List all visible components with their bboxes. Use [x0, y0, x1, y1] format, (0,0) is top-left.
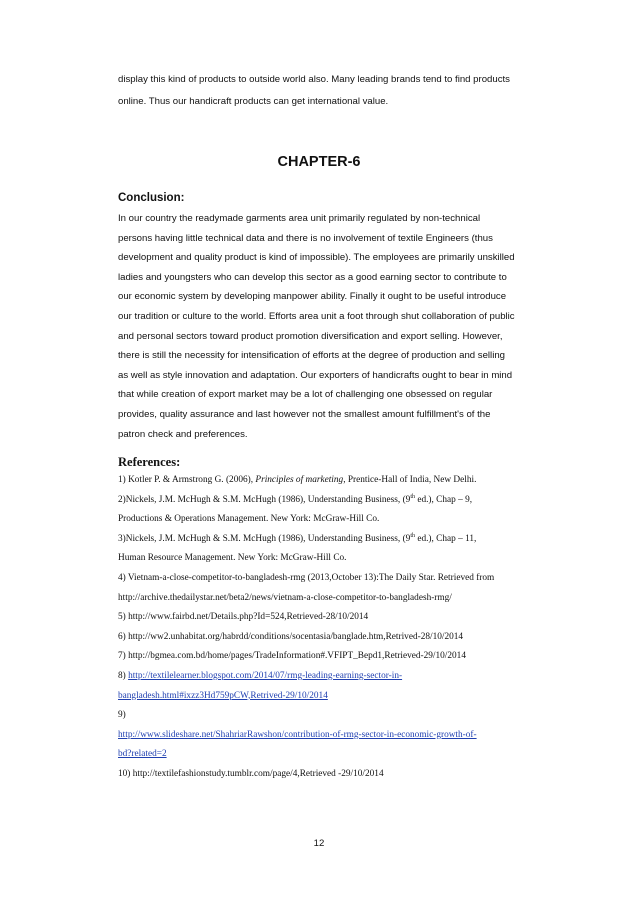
- conclusion-line: patron check and preferences.: [118, 428, 248, 440]
- conclusion-line: as well as style innovation and adaptation. Our exporters of handicrafts ought to bear in mind: [118, 369, 513, 381]
- conclusion-line: provides, quality assurance and last however not the smallest amount fulfillment's of the: [118, 408, 491, 420]
- reference-2-cont: Productions & Operations Management. New York: McGraw-Hill Co.: [118, 514, 380, 525]
- reference-3-cont: Human Resource Management. New York: McGraw-Hill Co.: [118, 553, 347, 564]
- page-number: 12: [313, 838, 325, 849]
- reference-9-number: 9): [118, 710, 126, 721]
- intro-line: display this kind of products to outside world also. Many leading brands tend to find products: [118, 74, 510, 85]
- reference-book-title: Principles of marketing: [255, 475, 344, 485]
- reference-3: [118, 530, 563, 550]
- conclusion-line: and personal sectors toward product promotion diversification and export selling. However,: [118, 330, 503, 342]
- reference-9-cont: [118, 745, 563, 765]
- reference-text: ed.), Chap – 9,: [415, 494, 473, 505]
- references-list: [118, 471, 563, 785]
- conclusion-line: our economic system by developing manpower ability. Finally it ought to be useful introduce: [118, 291, 507, 303]
- reference-text: , Prentice-Hall of India, New Delhi.: [343, 475, 477, 485]
- reference-1: [118, 471, 563, 491]
- conclusion-line: ladies and youngsters who can develop this sector as a good earning sector to contribute to: [118, 271, 507, 283]
- intro-line: online. Thus our handicraft products can get international value.: [118, 96, 389, 107]
- reference-8-link-cont[interactable]: bangladesh.html#ixzz3Hd759pCW,Retrived-29/10/2014: [118, 690, 328, 701]
- conclusion-heading: Conclusion:: [118, 192, 185, 204]
- reference-4-cont: http://archive.thedailystar.net/beta2/news/vietnam-a-close-competitor-to-bangladesh-rmg/: [118, 592, 452, 603]
- references-heading: References:: [118, 455, 181, 469]
- reference-6: 6) http://ww2.unhabitat.org/habrdd/conditions/socentasia/banglade.htm,Retrived-28/10/2014: [118, 631, 464, 642]
- reference-9-link[interactable]: http://www.slideshare.net/ShahriarRawshon/contribution-of-rmg-sector-in-economic-growth-of-: [118, 729, 477, 740]
- conclusion-line: persons having little technical data and there is no involvement of textile Engineers (thus: [118, 232, 493, 244]
- intro-paragraph: [118, 69, 558, 113]
- reference-7: 7) http://bgmea.com.bd/home/pages/TradeInformation#.VFIPT_Bepd1,Retrieved-29/10/2014: [118, 651, 466, 662]
- reference-text: ed.), Chap – 11,: [415, 533, 477, 544]
- reference-9-link-cont[interactable]: bd?related=2: [118, 749, 167, 760]
- superscript: th: [410, 532, 415, 539]
- conclusion-line: In our country the readymade garments area unit primarily regulated by non-technical: [118, 213, 481, 224]
- superscript: th: [410, 493, 415, 500]
- reference-text: 2)Nickels, J.M. McHugh & S.M. McHugh (1986), Understanding Business, (9: [118, 494, 411, 505]
- conclusion-line: there is still the necessity for intensification of efforts at the degree of production and selling: [118, 350, 505, 362]
- reference-text: 3)Nickels, J.M. McHugh & S.M. McHugh (1986), Understanding Business, (9: [118, 533, 411, 544]
- conclusion-line: development and quality product is kind of impossible). The employees are primarily unskilled: [118, 252, 515, 264]
- chapter-title: CHAPTER-6: [277, 154, 361, 170]
- reference-text: 1) Kotler P. & Armstrong G. (2006),: [118, 475, 256, 485]
- reference-5: 5) http://www.fairbd.net/Details.php?Id=524,Retrieved-28/10/2014: [118, 612, 369, 623]
- conclusion-line: that while creation of export market may be a lot of challenging one obsessed on regular: [118, 389, 493, 401]
- reference-number: 8): [118, 670, 129, 681]
- reference-9: [118, 726, 563, 746]
- reference-4: 4) Vietnam-a-close-competitor-to-bangladesh-rmg (2013,October 13):The Daily Star. Retrieved from: [118, 572, 495, 583]
- reference-2: [118, 491, 563, 511]
- reference-8-link[interactable]: http://textilelearner.blogspot.com/2014/07/rmg-leading-earning-sector-in-: [128, 670, 403, 681]
- conclusion-line: our tradition or culture to the world. Efforts area unit a foot through shut collaboration of public: [118, 310, 515, 322]
- reference-8: [118, 667, 563, 687]
- reference-10: 10) http://textilefashionstudy.tumblr.com/page/4,Retrieved -29/10/2014: [118, 768, 384, 779]
- reference-8-cont: [118, 687, 563, 707]
- conclusion-paragraph: [118, 209, 563, 444]
